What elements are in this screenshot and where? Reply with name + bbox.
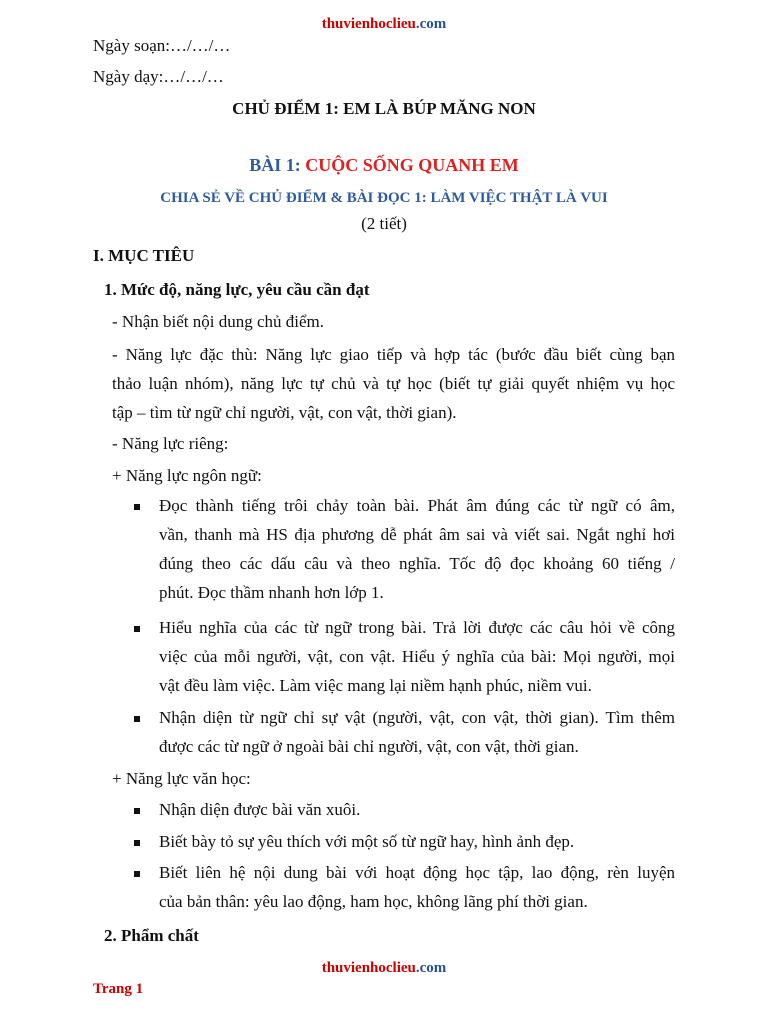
footer-site-name: thuvienhoclieu [321,960,416,976]
bullet-icon [134,808,140,814]
lang-bullet-2-line-2: việc của mỗi người, vật, con vật. Hiểu ý nghĩa của bài: Mọi người, mọi [159,647,675,666]
bullet-icon [134,716,140,722]
lang-bullet-1-line-3: đúng theo các dấu câu và theo nghĩa. Tốc độ đọc khoảng 60 tiếng / [159,554,675,573]
lang-bullet-1-line-4: phút. Đọc thầm nhanh hơn lớp 1. [159,583,384,602]
bullet-icon [134,871,140,877]
teach-date: Ngày dạy:…/…/… [93,67,224,86]
line-specific-competency-3: tập – tìm từ ngữ chỉ người, vật, con vật, thời gian). [112,403,457,422]
subheading-competencies: 1. Mức độ, năng lực, yêu cầu cần đạt [104,280,370,299]
footer-site-tld: .com [415,960,447,976]
bullet-icon [134,840,140,846]
line-specific-competency-1: - Năng lực đặc thù: Năng lực giao tiếp và hợp tác (bước đầu biết cùng bạn [112,345,675,364]
line-specific-competency-2: thảo luận nhóm), năng lực tự chủ và tự học (biết tự giải quyết nhiệm vụ học [112,374,675,393]
header-site-link[interactable] [0,16,768,33]
language-competency-heading: + Năng lực ngôn ngữ: [112,466,262,485]
footer-site-link[interactable] [0,960,768,977]
lang-bullet-3-line-2: được các từ ngữ ở ngoài bài chỉ người, vật, con vật, thời gian. [159,737,579,756]
lang-bullet-1-line-1: Đọc thành tiếng trôi chảy toàn bài. Phát âm đúng các từ ngữ có âm, [159,496,675,515]
lesson-subtitle: CHIA SẺ VỀ CHỦ ĐIỂM & BÀI ĐỌC 1: LÀM VIỆC THẬT LÀ VUI [160,190,608,206]
bullet-icon [134,626,140,632]
lang-bullet-3-line-1: Nhận diện từ ngữ chỉ sự vật (người, vật, con vật, thời gian). Tìm thêm [159,708,675,727]
lesson-prefix: BÀI 1: [249,155,301,175]
lesson-name: CUỘC SỐNG QUANH EM [305,155,519,175]
line-theme-recognition: - Nhận biết nội dung chủ điểm. [112,312,324,331]
lit-bullet-2: Biết bày tỏ sự yêu thích với một số từ ngữ hay, hình ảnh đẹp. [159,832,575,851]
lit-bullet-3-line-2: của bản thân: yêu lao động, ham học, không lãng phí thời gian. [159,892,588,911]
lit-bullet-3-line-1: Biết liên hệ nội dung bài với hoạt động học tập, lao động, rèn luyện [159,863,675,882]
subheading-qualities: 2. Phẩm chất [104,926,199,945]
bullet-icon [134,504,140,510]
lang-bullet-2-line-3: vật đều làm việc. Làm việc mang lại niềm hạnh phúc, niềm vui. [159,676,592,695]
lesson-title [0,155,768,176]
header-site-name: thuvienhoclieu [321,16,416,32]
periods: (2 tiết) [361,214,407,233]
section-heading-objectives: I. MỤC TIÊU [93,246,195,265]
literature-competency-heading: + Năng lực văn học: [112,769,251,788]
lit-bullet-1: Nhận diện được bài văn xuôi. [159,800,361,819]
prepare-date: Ngày soạn:…/…/… [93,36,231,55]
lang-bullet-1-line-2: vần, thanh mà HS địa phương dễ phát âm sai và viết sai. Ngắt nghỉ hơi [159,525,675,544]
theme-title: CHỦ ĐIỂM 1: EM LÀ BÚP MĂNG NON [232,99,536,118]
line-own-competency: - Năng lực riêng: [112,434,229,453]
header-site-tld: .com [415,16,447,32]
page-number: Trang 1 [93,981,144,997]
lang-bullet-2-line-1: Hiểu nghĩa của các từ ngữ trong bài. Trả lời được các câu hỏi về công [159,618,675,637]
